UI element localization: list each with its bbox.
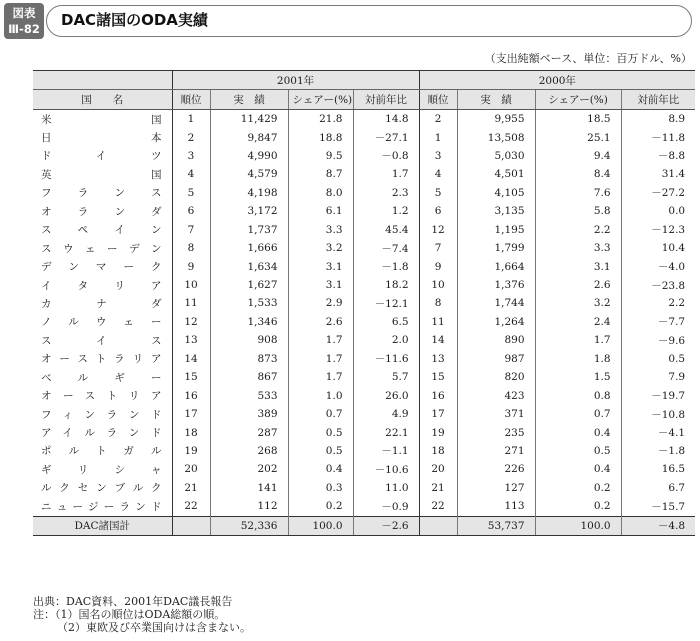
- total-rank-2001: [172, 516, 210, 535]
- rank-2001: 2: [172, 128, 210, 146]
- share-2001: 3.1: [288, 257, 353, 275]
- badge-label: 図表: [12, 6, 36, 20]
- share-2001: 0.4: [288, 460, 353, 478]
- country-name: イタリア: [33, 276, 172, 294]
- share-2001: 0.7: [288, 405, 353, 423]
- notes: [33, 595, 251, 634]
- country-name: カナダ: [33, 294, 172, 312]
- actual-2000: 226: [457, 460, 535, 478]
- yoy-2000: －11.8: [621, 128, 695, 146]
- actual-2001: 873: [210, 350, 288, 368]
- table-row: [33, 221, 695, 239]
- actual-2000: 371: [457, 405, 535, 423]
- yoy-2001: 5.7: [353, 368, 419, 386]
- share-2001: 3.3: [288, 221, 353, 239]
- rank-2000: 21: [419, 479, 457, 497]
- rank-2001: 5: [172, 184, 210, 202]
- country-name: ポルトガル: [33, 442, 172, 460]
- yoy-2000: －12.3: [621, 221, 695, 239]
- share-2001: 0.2: [288, 497, 353, 516]
- share-2001: 3.2: [288, 239, 353, 257]
- rank-2001: 3: [172, 147, 210, 165]
- rank-2000: 11: [419, 313, 457, 331]
- actual-2000: 1,799: [457, 239, 535, 257]
- actual-2000: 1,376: [457, 276, 535, 294]
- country-name: フランス: [33, 184, 172, 202]
- country-name: ドイツ: [33, 147, 172, 165]
- yoy-2000: －23.8: [621, 276, 695, 294]
- share-2000: 0.2: [535, 479, 621, 497]
- header-rank-2001: 順位: [172, 90, 210, 109]
- actual-2000: 1,195: [457, 221, 535, 239]
- note-2: （2）東欧及び卒業国向けは含まない。: [57, 621, 251, 634]
- share-2000: 9.4: [535, 147, 621, 165]
- country-name: ルクセンブルク: [33, 479, 172, 497]
- table-row: [33, 460, 695, 478]
- actual-2001: 1,346: [210, 313, 288, 331]
- share-2001: 0.5: [288, 442, 353, 460]
- rank-2000: 7: [419, 239, 457, 257]
- rank-2000: 12: [419, 221, 457, 239]
- yoy-2000: 7.9: [621, 368, 695, 386]
- share-2001: 0.5: [288, 423, 353, 441]
- header-actual-2000: 実 績: [457, 90, 535, 109]
- share-2000: 0.4: [535, 423, 621, 441]
- country-name: ギリシャ: [33, 460, 172, 478]
- actual-2001: 389: [210, 405, 288, 423]
- actual-2001: 4,198: [210, 184, 288, 202]
- yoy-2001: －1.1: [353, 442, 419, 460]
- country-name: 日本: [33, 128, 172, 146]
- yoy-2000: －4.1: [621, 423, 695, 441]
- actual-2001: 908: [210, 331, 288, 349]
- yoy-2000: －9.6: [621, 331, 695, 349]
- yoy-2001: 1.7: [353, 165, 419, 183]
- actual-2001: 4,990: [210, 147, 288, 165]
- rank-2001: 1: [172, 109, 210, 128]
- yoy-2000: 0.0: [621, 202, 695, 220]
- yoy-2000: 10.4: [621, 239, 695, 257]
- share-2001: 1.7: [288, 350, 353, 368]
- yoy-2000: －19.7: [621, 386, 695, 404]
- share-2000: 3.1: [535, 257, 621, 275]
- table-row: [33, 294, 695, 312]
- total-actual-2000: 53,737: [457, 516, 535, 535]
- rank-2001: 12: [172, 313, 210, 331]
- header-blank: [33, 71, 172, 90]
- share-2000: 25.1: [535, 128, 621, 146]
- note-1: 注：（1）国名の順位はODA総額の順。: [33, 608, 226, 621]
- rank-2001: 14: [172, 350, 210, 368]
- rank-2001: 10: [172, 276, 210, 294]
- page-title: DAC諸国のODA実績: [46, 5, 692, 37]
- yoy-2001: －0.9: [353, 497, 419, 516]
- oda-table: [33, 70, 695, 536]
- yoy-2000: －7.7: [621, 313, 695, 331]
- table-row: [33, 165, 695, 183]
- actual-2000: 113: [457, 497, 535, 516]
- share-2000: 18.5: [535, 109, 621, 128]
- rank-2001: 21: [172, 479, 210, 497]
- actual-2000: 127: [457, 479, 535, 497]
- rank-2001: 18: [172, 423, 210, 441]
- share-2000: 2.2: [535, 221, 621, 239]
- rank-2001: 22: [172, 497, 210, 516]
- yoy-2000: 16.5: [621, 460, 695, 478]
- country-name: スイス: [33, 331, 172, 349]
- rank-2000: 20: [419, 460, 457, 478]
- rank-2000: 6: [419, 202, 457, 220]
- rank-2001: 20: [172, 460, 210, 478]
- header-2001: 2001年: [172, 71, 419, 90]
- actual-2001: 1,627: [210, 276, 288, 294]
- yoy-2001: －27.1: [353, 128, 419, 146]
- rank-2001: 15: [172, 368, 210, 386]
- actual-2000: 4,501: [457, 165, 535, 183]
- country-name: オランダ: [33, 202, 172, 220]
- actual-2000: 5,030: [457, 147, 535, 165]
- yoy-2001: 26.0: [353, 386, 419, 404]
- actual-2000: 9,955: [457, 109, 535, 128]
- rank-2001: 16: [172, 386, 210, 404]
- country-name: フィンランド: [33, 405, 172, 423]
- yoy-2001: 11.0: [353, 479, 419, 497]
- rank-2001: 17: [172, 405, 210, 423]
- share-2001: 8.0: [288, 184, 353, 202]
- yoy-2001: －10.6: [353, 460, 419, 478]
- actual-2000: 820: [457, 368, 535, 386]
- rank-2000: 3: [419, 147, 457, 165]
- table-row: [33, 313, 695, 331]
- total-yoy-2001: －2.6: [353, 516, 419, 535]
- country-name: スウェーデン: [33, 239, 172, 257]
- share-2001: 1.7: [288, 368, 353, 386]
- table-row: [33, 257, 695, 275]
- yoy-2001: 14.8: [353, 109, 419, 128]
- rank-2001: 8: [172, 239, 210, 257]
- share-2001: 18.8: [288, 128, 353, 146]
- yoy-2001: 2.0: [353, 331, 419, 349]
- actual-2000: 235: [457, 423, 535, 441]
- yoy-2001: －7.4: [353, 239, 419, 257]
- rank-2000: 8: [419, 294, 457, 312]
- total-yoy-2000: －4.8: [621, 516, 695, 535]
- total-row: [33, 516, 695, 535]
- rank-2000: 14: [419, 331, 457, 349]
- actual-2000: 987: [457, 350, 535, 368]
- total-actual-2001: 52,336: [210, 516, 288, 535]
- yoy-2001: 4.9: [353, 405, 419, 423]
- rank-2001: 7: [172, 221, 210, 239]
- actual-2001: 1,634: [210, 257, 288, 275]
- rank-2001: 19: [172, 442, 210, 460]
- table-row: [33, 202, 695, 220]
- actual-2000: 271: [457, 442, 535, 460]
- yoy-2001: 2.3: [353, 184, 419, 202]
- actual-2001: 9,847: [210, 128, 288, 146]
- yoy-2000: －10.8: [621, 405, 695, 423]
- country-name: ベルギー: [33, 368, 172, 386]
- rank-2001: 9: [172, 257, 210, 275]
- country-name: デンマーク: [33, 257, 172, 275]
- share-2000: 2.6: [535, 276, 621, 294]
- actual-2001: 1,666: [210, 239, 288, 257]
- rank-2000: 15: [419, 368, 457, 386]
- header-yoy-2001: 対前年比: [353, 90, 419, 109]
- share-2001: 8.7: [288, 165, 353, 183]
- actual-2000: 890: [457, 331, 535, 349]
- actual-2001: 202: [210, 460, 288, 478]
- rank-2000: 10: [419, 276, 457, 294]
- actual-2001: 141: [210, 479, 288, 497]
- header-yoy-2000: 対前年比: [621, 90, 695, 109]
- rank-2000: 17: [419, 405, 457, 423]
- rank-2000: 13: [419, 350, 457, 368]
- rank-2000: 2: [419, 109, 457, 128]
- yoy-2001: 18.2: [353, 276, 419, 294]
- badge-number: Ⅲ-82: [8, 22, 40, 36]
- yoy-2001: －1.8: [353, 257, 419, 275]
- country-name: オーストラリア: [33, 350, 172, 368]
- yoy-2001: －11.6: [353, 350, 419, 368]
- total-share-2000: 100.0: [535, 516, 621, 535]
- yoy-2001: －0.8: [353, 147, 419, 165]
- actual-2001: 867: [210, 368, 288, 386]
- share-2000: 0.4: [535, 460, 621, 478]
- table-row: [33, 350, 695, 368]
- header-country: 国 名: [33, 90, 172, 109]
- table-row: [33, 184, 695, 202]
- rank-2000: 18: [419, 442, 457, 460]
- header-share-2000: シェアー(%): [535, 90, 621, 109]
- actual-2001: 1,737: [210, 221, 288, 239]
- table-row: [33, 479, 695, 497]
- rank-2000: 1: [419, 128, 457, 146]
- table-row: [33, 239, 695, 257]
- rank-2001: 11: [172, 294, 210, 312]
- share-2000: 0.8: [535, 386, 621, 404]
- source-note: 出典：DAC資料、2001年DAC議長報告: [33, 595, 233, 608]
- yoy-2000: 8.9: [621, 109, 695, 128]
- yoy-2001: 1.2: [353, 202, 419, 220]
- actual-2000: 1,744: [457, 294, 535, 312]
- rank-2000: 22: [419, 497, 457, 516]
- share-2000: 3.3: [535, 239, 621, 257]
- actual-2001: 112: [210, 497, 288, 516]
- share-2000: 0.7: [535, 405, 621, 423]
- share-2001: 2.6: [288, 313, 353, 331]
- total-share-2001: 100.0: [288, 516, 353, 535]
- share-2000: 7.6: [535, 184, 621, 202]
- yoy-2001: 22.1: [353, 423, 419, 441]
- actual-2000: 1,664: [457, 257, 535, 275]
- actual-2000: 3,135: [457, 202, 535, 220]
- rank-2000: 5: [419, 184, 457, 202]
- yoy-2001: 45.4: [353, 221, 419, 239]
- actual-2000: 1,264: [457, 313, 535, 331]
- share-2000: 8.4: [535, 165, 621, 183]
- share-2000: 1.8: [535, 350, 621, 368]
- rank-2001: 4: [172, 165, 210, 183]
- yoy-2000: 6.7: [621, 479, 695, 497]
- header-column-row: [33, 90, 695, 109]
- table-row: [33, 405, 695, 423]
- yoy-2000: －27.2: [621, 184, 695, 202]
- table-row: [33, 497, 695, 516]
- yoy-2000: 2.2: [621, 294, 695, 312]
- yoy-2000: －8.8: [621, 147, 695, 165]
- share-2001: 2.9: [288, 294, 353, 312]
- share-2001: 6.1: [288, 202, 353, 220]
- table-row: [33, 368, 695, 386]
- yoy-2000: －15.7: [621, 497, 695, 516]
- actual-2001: 533: [210, 386, 288, 404]
- table-row: [33, 442, 695, 460]
- rank-2000: 19: [419, 423, 457, 441]
- share-2001: 9.5: [288, 147, 353, 165]
- yoy-2001: 6.5: [353, 313, 419, 331]
- share-2001: 21.8: [288, 109, 353, 128]
- share-2000: 1.7: [535, 331, 621, 349]
- share-2000: 3.2: [535, 294, 621, 312]
- rank-2000: 16: [419, 386, 457, 404]
- header-year-row: [33, 71, 695, 90]
- figure-badge: [4, 3, 44, 39]
- table-row: [33, 423, 695, 441]
- unit-note: （支出純額ベース、単位：百万ドル、%）: [484, 52, 692, 65]
- table-row: [33, 109, 695, 128]
- country-name: 英国: [33, 165, 172, 183]
- country-name: オーストリア: [33, 386, 172, 404]
- actual-2001: 287: [210, 423, 288, 441]
- yoy-2000: －4.0: [621, 257, 695, 275]
- header-share-2001: シェアー(%): [288, 90, 353, 109]
- header-rank-2000: 順位: [419, 90, 457, 109]
- country-name: スペイン: [33, 221, 172, 239]
- share-2000: 0.2: [535, 497, 621, 516]
- actual-2001: 4,579: [210, 165, 288, 183]
- yoy-2000: 31.4: [621, 165, 695, 183]
- share-2000: 5.8: [535, 202, 621, 220]
- table-row: [33, 386, 695, 404]
- rank-2000: 4: [419, 165, 457, 183]
- rank-2001: 13: [172, 331, 210, 349]
- actual-2001: 268: [210, 442, 288, 460]
- actual-2001: 3,172: [210, 202, 288, 220]
- share-2001: 1.0: [288, 386, 353, 404]
- total-label: DAC諸国計: [33, 516, 172, 535]
- total-rank-2000: [419, 516, 457, 535]
- share-2000: 2.4: [535, 313, 621, 331]
- actual-2000: 423: [457, 386, 535, 404]
- yoy-2001: －12.1: [353, 294, 419, 312]
- header-2000: 2000年: [419, 71, 695, 90]
- share-2000: 1.5: [535, 368, 621, 386]
- rank-2000: 9: [419, 257, 457, 275]
- country-name: ニュージーランド: [33, 497, 172, 516]
- table-row: [33, 276, 695, 294]
- share-2001: 1.7: [288, 331, 353, 349]
- share-2001: 3.1: [288, 276, 353, 294]
- actual-2000: 4,105: [457, 184, 535, 202]
- table-row: [33, 147, 695, 165]
- country-name: ノルウェー: [33, 313, 172, 331]
- actual-2001: 1,533: [210, 294, 288, 312]
- share-2001: 0.3: [288, 479, 353, 497]
- yoy-2000: －1.8: [621, 442, 695, 460]
- share-2000: 0.5: [535, 442, 621, 460]
- country-name: 米国: [33, 109, 172, 128]
- table-row: [33, 128, 695, 146]
- rank-2001: 6: [172, 202, 210, 220]
- table-row: [33, 331, 695, 349]
- actual-2001: 11,429: [210, 109, 288, 128]
- header-actual-2001: 実 績: [210, 90, 288, 109]
- country-name: アイルランド: [33, 423, 172, 441]
- yoy-2000: 0.5: [621, 350, 695, 368]
- actual-2000: 13,508: [457, 128, 535, 146]
